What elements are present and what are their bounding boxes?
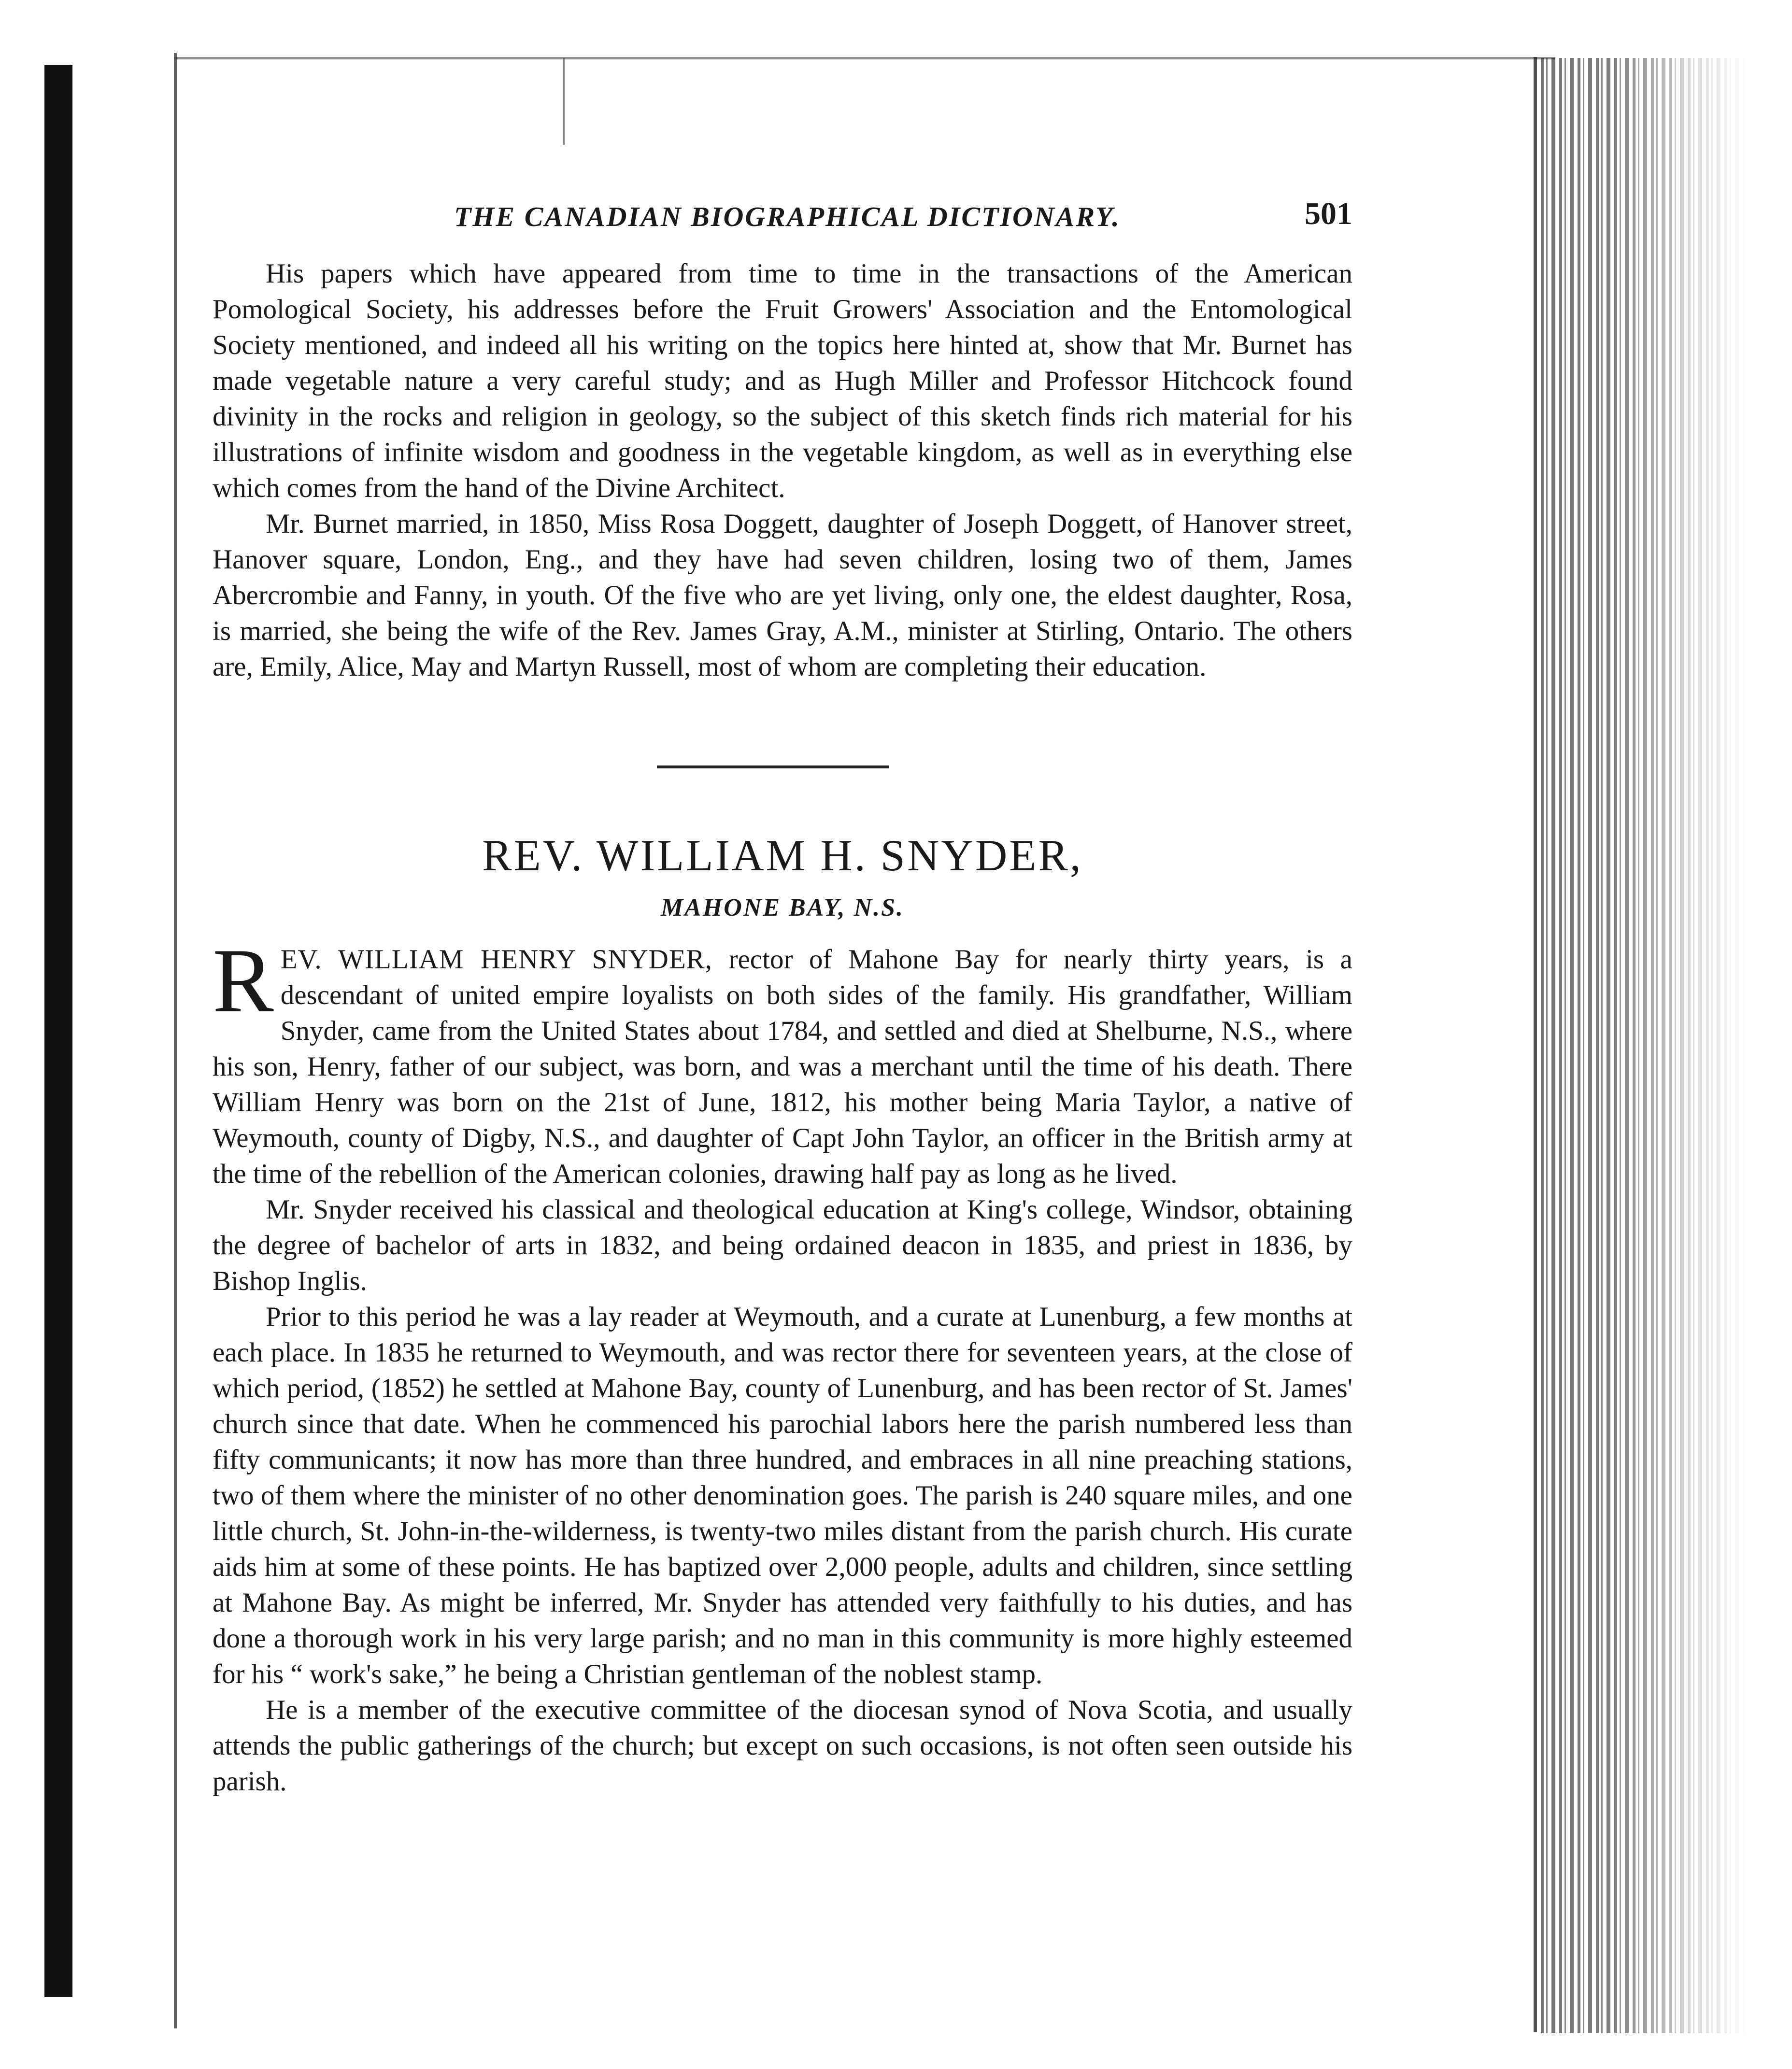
entry-lead-rest: rector of Mahone Bay for nearly thirty years, is a descendant of united empire loyalists on both sides of the family. His grandfather, William Snyder, came from the United States about 1784, and settled and died at Shelburne, N.S., where his son, Henry, father of our subject, was born, and was a merchant until the time of his death. There William Henry was born on the 21st of June, 1812, his mother being Maria Taylor, a native of Weymouth, county of Digby, N.S., and daughter of Capt John Taylor, an officer in the British army at the time of the rebellion of the American colonies, drawing half pay as long as he lived.: [213, 944, 1352, 1189]
scan-left-binding-bar: [44, 65, 72, 1997]
entry-paragraph: Prior to this period he was a lay reader at Weymouth, and a curate at Lunenburg, a few months at each place. In 1835 he returned to Weymouth, and was rector there for seventeen years, at the close of which period, (1852) he settled at Mahone Bay, county of Lunenburg, and has been rector of St. James' church since that date. When he commenced his parochial labors here the parish numbered less than fifty communicants; it now has more than three hundred, and embraces in all nine preaching stations, two of them where the minister of no other denomination goes. The parish is 240 square miles, and one little church, St. John-in-the-wilderness, is twenty-two miles distant from the parish church. His curate aids him at some of these points. He has baptized over 2,000 people, adults and children, since settling at Mahone Bay. As might be inferred, Mr. Snyder has attended very faithfully to his duties, and has done a thorough work in his very large parish; and no man in this community is more highly esteemed for his “ work's sake,” he being a Christian gentleman of the noblest stamp.: [213, 1302, 1352, 1689]
section-divider: [657, 765, 889, 768]
running-title: THE CANADIAN BIOGRAPHICAL DICTIONARY.: [454, 201, 1121, 232]
continuation-text: [213, 256, 1352, 685]
scan-crease-mark: [563, 58, 565, 145]
entry-text: [213, 930, 1352, 1800]
page-number: 501: [1305, 196, 1352, 231]
scan-right-page-edge: [1534, 57, 1537, 2032]
entry-paragraph: He is a member of the executive committee of the diocesan synod of Nova Scotia, and usually attends the public gatherings of the church; but except on such occasions, is not often seen outside his parish.: [213, 1695, 1352, 1797]
continuation-paragraph: Mr. Burnet married, in 1850, Miss Rosa Doggett, daughter of Joseph Doggett, of Hanover street, Hanover square, London, Eng., and they have had seven children, losing two of them, James Abercrombie and Fanny, in youth. Of the five who are yet living, only one, the eldest daughter, Rosa, is married, she being the wife of the Rev. James Gray, A.M., minister at Stirling, Ontario. The others are, Emily, Alice, May and Martyn Russell, most of whom are completing their education.: [213, 509, 1352, 682]
entry-title: REV. WILLIAM H. SNYDER,: [482, 831, 1083, 880]
scan-left-margin-line: [174, 53, 177, 2028]
scan-top-edge: [174, 57, 1555, 59]
running-header: [213, 196, 1352, 249]
drop-cap: R: [213, 930, 274, 1032]
entry-paragraph: Mr. Snyder received his classical and theological education at King's college, Windsor, obtaining the degree of bachelor of arts in 1832, and being ordained deacon in 1835, and priest in 1836, by Bishop Inglis.: [213, 1194, 1352, 1296]
entry-lead-paragraph: [213, 930, 1352, 1192]
scan-right-noise-strip: [1541, 58, 1749, 2033]
entry-place: MAHONE BAY, N.S.: [660, 894, 905, 921]
entry-lead-caps: EV. WILLIAM HENRY SNYDER,: [280, 944, 712, 975]
continuation-paragraph: His papers which have appeared from time to time in the transactions of the American Pomological Society, his addresses before the Fruit Growers' Association and the Entomological Society mentioned, and indeed all his writing on the topics here hinted at, show that Mr. Burnet has made vegetable nature a very careful study; and as Hugh Miller and Professor Hitchcock found divinity in the rocks and religion in geology, so the subject of this sketch finds rich material for his illustrations of infinite wisdom and goodness in the vegetable kingdom, as well as in everything else which comes from the hand of the Divine Architect.: [213, 258, 1352, 503]
